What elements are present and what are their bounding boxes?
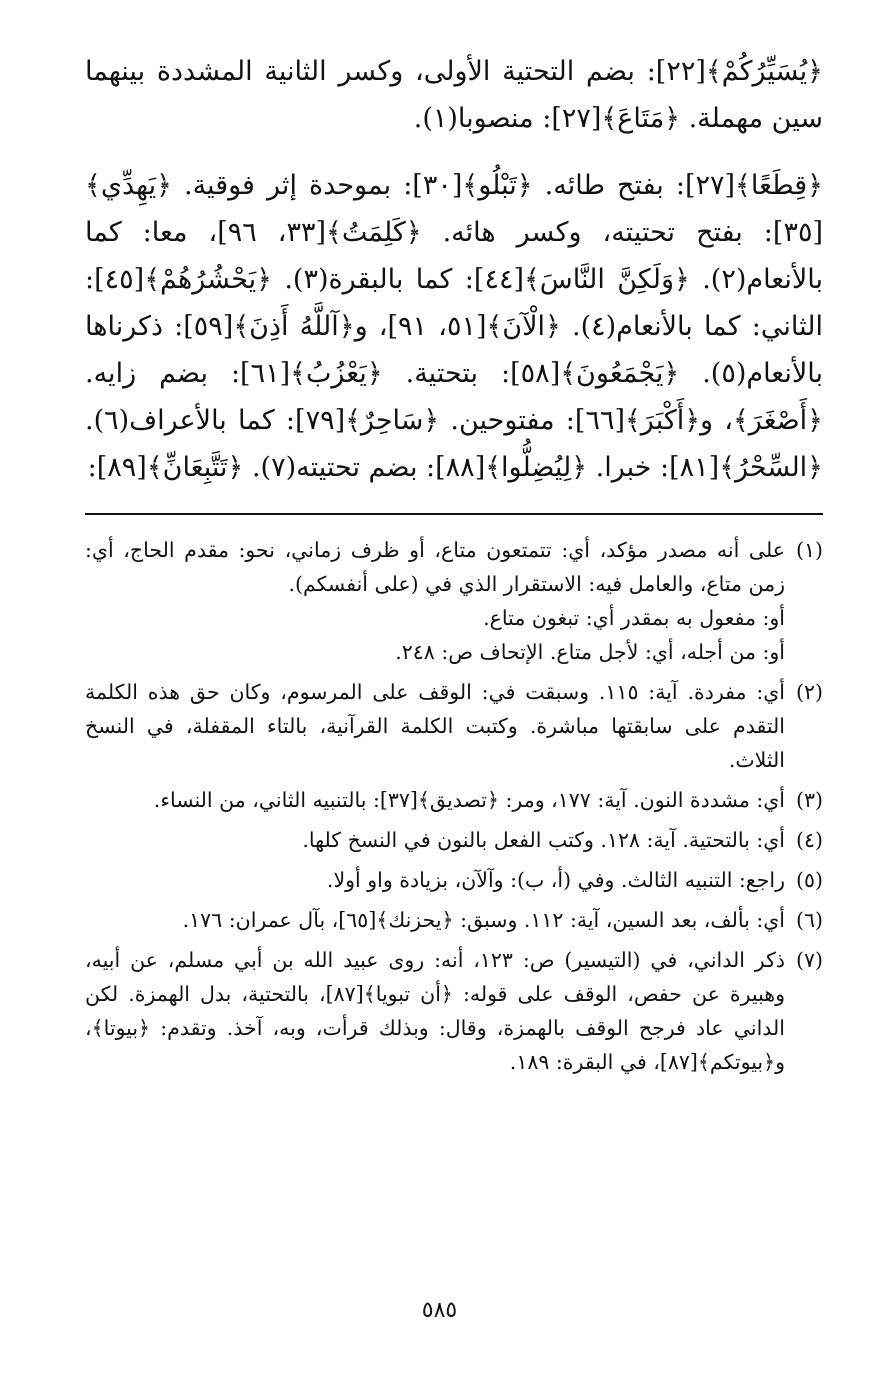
footnote-4 <box>85 823 823 857</box>
footnote-number: (٧) <box>795 948 823 972</box>
footnote-2 <box>85 675 823 777</box>
footnote-number: (٦) <box>795 908 823 932</box>
footnote-line: ذكر الداني، في (التيسير) ص: ١٢٣، أنه: روى عبيد الله بن أبي مسلم، عن أبيه، وهبيرة عن حفص، الوقف على قوله: ﴿أن تبويا﴾[٨٧]، بالتحتية، بدل الهمزة. لكن الداني عاد فرجح الوقف بالهمزة، وقال: وبذلك قرأت، وبه، آخذ. وتقدم: ﴿بيوتا﴾، و﴿بيوتكم﴾[٨٧]، في البقرة: ١٨٩. <box>85 948 785 1074</box>
footnote-line: أو: من أجله، أي: لأجل متاع. الإتحاف ص: ٢٤٨. <box>395 640 785 664</box>
footnote-line: راجع: التنبيه الثالث. وفي (أ، ب): وآلآن، بزيادة واو أولا. <box>326 868 785 892</box>
footnote-body <box>85 823 785 857</box>
footnote-body <box>85 675 785 777</box>
footnote-body <box>85 903 785 937</box>
footnote-body <box>85 783 785 817</box>
footnote-line: أي: مفردة. آية: ١١٥. وسبقت في: الوقف على المرسوم، وكان حق هذه الكلمة التقدم على سابقتها مباشرة. وكتبت الكلمة القرآنية، بالتاء المقفلة، في النسخ الثلاث. <box>85 680 785 772</box>
footnote-5 <box>85 863 823 897</box>
main-text <box>85 48 823 491</box>
footnote-line: أي: بألف، بعد السين، آية: ١١٢. وسبق: ﴿يحزنك﴾[٦٥]، بآل عمران: ١٧٦. <box>182 908 785 932</box>
footnote-body <box>85 943 785 1079</box>
footnote-body <box>85 533 785 669</box>
footnote-1 <box>85 533 823 669</box>
page-number: ٥٨٥ <box>421 1298 458 1323</box>
footnote-body <box>85 863 785 897</box>
footnote-line: أو: مفعول به بمقدر أي: تبغون متاع. <box>483 606 785 630</box>
main-paragraph-2: ﴿قِطَعًا﴾[٢٧]: بفتح طائه. ﴿تَبْلُو﴾[٣٠]: بموحدة إثر فوقية. ﴿يَهِدِّي﴾[٣٥]: بفتح تحتيته، وكسر هائه. ﴿كَلِمَتُ﴾[٣٣، ٩٦]، معا: كما بالأنعام(٢). ﴿وَلَكِنَّ النَّاسَ﴾[٤٤]: كما بالبقرة(٣). ﴿يَحْشُرُهُمْ﴾[٤٥]: الثاني: كما بالأنعام(٤). ﴿الْآنَ﴾[٥١، ٩١]، و﴿آللَّهُ أَذِنَ﴾[٥٩]: ذكرناها بالأنعام(٥). ﴿يَجْمَعُونَ﴾[٥٨]: بتحتية. ﴿يَعْزُبُ﴾[٦١]: بضم زايه. ﴿أَصْغَرَ﴾، و﴿أَكْبَرَ﴾[٦٦]: مفتوحين. ﴿سَاحِرٌ﴾[٧٩]: كما بالأعراف(٦). ﴿السِّحْرُ﴾[٨١]: خبرا. ﴿لِيُضِلُّوا﴾[٨٨]: بضم تحتيته(٧). ﴿تَتَّبِعَانِّ﴾[٨٩]: <box>85 170 824 483</box>
footnote-line: أي: مشددة النون. آية: ١٧٧، ومر: ﴿تصديق﴾[٣٧]: بالتنبيه الثاني، من النساء. <box>153 788 785 812</box>
page-content <box>85 48 823 1348</box>
footnote-divider <box>85 513 823 515</box>
footnotes <box>85 533 823 1079</box>
main-paragraph-1: ﴿يُسَيِّرُكُمْ﴾[٢٢]: بضم التحتية الأولى، وكسر الثانية المشددة بينهما سين مهملة. ﴿مَتَاعَ﴾[٢٧]: منصوبا(١). <box>85 56 823 134</box>
footnote-line: أي: بالتحتية. آية: ١٢٨. وكتب الفعل بالنون في النسخ كلها. <box>302 828 785 852</box>
footnote-line: على أنه مصدر مؤكد، أي: تتمتعون متاع، أو ظرف زماني، نحو: مقدم الحاج، أي: زمن متاع، والعامل فيه: الاستقرار الذي في (على أنفسكم). <box>85 538 785 596</box>
footnote-3 <box>85 783 823 817</box>
footnote-number: (٣) <box>795 788 823 812</box>
footnote-number: (١) <box>795 538 823 562</box>
footnote-number: (٥) <box>795 868 823 892</box>
footnote-number: (٤) <box>795 828 823 852</box>
footnote-6 <box>85 903 823 937</box>
footnote-number: (٢) <box>795 680 823 704</box>
footnote-7 <box>85 943 823 1079</box>
